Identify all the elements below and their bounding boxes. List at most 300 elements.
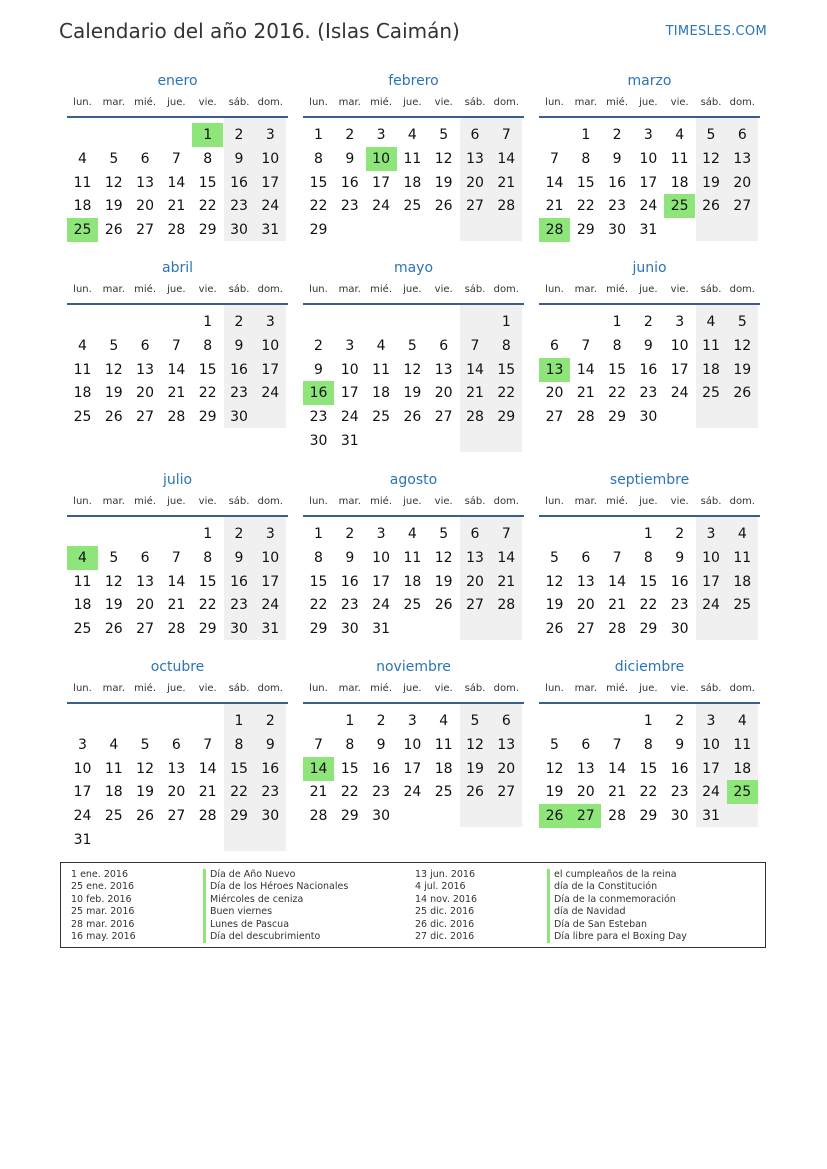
weekday-header: mié. bbox=[606, 97, 629, 108]
day-cell: 20 bbox=[136, 198, 154, 215]
day-cell: 28 bbox=[167, 621, 186, 638]
day-cell: 21 bbox=[608, 784, 626, 801]
day-cell: 7 bbox=[314, 736, 323, 753]
day-cell: 26 bbox=[466, 784, 484, 801]
day-cell: 11 bbox=[73, 174, 92, 191]
day-cell: 27 bbox=[136, 621, 154, 638]
weekday-header: dom. bbox=[257, 683, 283, 694]
day-cell: 7 bbox=[171, 549, 181, 566]
holiday-day-cell: 28 bbox=[539, 218, 570, 242]
day-cell: 15 bbox=[639, 573, 658, 590]
day-cell: 16 bbox=[639, 361, 658, 378]
day-cell: 16 bbox=[608, 174, 626, 191]
day-cell: 16 bbox=[230, 361, 248, 378]
day-cell: 10 bbox=[340, 361, 359, 378]
day-cell: 16 bbox=[670, 573, 689, 590]
weekday-header: vie. bbox=[670, 284, 689, 295]
day-cell: 5 bbox=[407, 337, 417, 354]
day-cell: 8 bbox=[581, 150, 591, 167]
day-cell: 16 bbox=[670, 760, 689, 777]
day-cell: 12 bbox=[733, 337, 752, 354]
holiday-day-cell: 25 bbox=[67, 218, 98, 242]
day-cell: 2 bbox=[265, 713, 275, 729]
day-cell: 13 bbox=[466, 549, 484, 566]
brand-link[interactable]: TIMESLES.COM bbox=[665, 24, 767, 39]
day-cell: 12 bbox=[434, 150, 453, 167]
weekday-header: dom. bbox=[493, 496, 519, 507]
weekday-header: lun. bbox=[309, 97, 328, 108]
weekday-header: vie. bbox=[434, 284, 453, 295]
weekday-header: sáb. bbox=[228, 496, 250, 507]
legend-left-names bbox=[203, 869, 348, 943]
day-cell: 4 bbox=[78, 150, 87, 167]
day-cell: 3 bbox=[376, 127, 386, 143]
day-cell: 15 bbox=[497, 361, 516, 378]
legend-holiday-name: Día de San Esteban bbox=[547, 919, 687, 931]
day-cell: 2 bbox=[643, 314, 653, 330]
day-cell: 30 bbox=[230, 409, 248, 426]
day-cell: 21 bbox=[167, 385, 186, 402]
day-cell: 12 bbox=[702, 150, 720, 167]
day-cell: 11 bbox=[702, 337, 720, 354]
weekday-header: mar. bbox=[338, 496, 361, 507]
month-name: marzo bbox=[627, 73, 672, 89]
day-cell: 20 bbox=[136, 597, 154, 614]
day-cell: 29 bbox=[198, 222, 217, 239]
day-cell: 8 bbox=[314, 549, 323, 566]
weekday-header: vie. bbox=[198, 496, 217, 507]
day-cell: 17 bbox=[261, 573, 280, 590]
day-cell: 21 bbox=[497, 174, 516, 191]
day-cell: 19 bbox=[104, 198, 123, 215]
legend-holiday-name: día de la Constitución bbox=[547, 881, 687, 893]
day-cell: 17 bbox=[403, 760, 422, 777]
day-cell: 11 bbox=[73, 361, 92, 378]
legend-date: 14 nov. 2016 bbox=[415, 893, 478, 905]
day-cell: 27 bbox=[733, 198, 752, 215]
weekday-header: vie. bbox=[434, 97, 453, 108]
day-cell: 7 bbox=[203, 736, 213, 753]
day-cell: 8 bbox=[643, 736, 653, 753]
day-cell: 20 bbox=[136, 385, 154, 402]
day-cell: 7 bbox=[501, 526, 511, 542]
weekday-header: sáb. bbox=[464, 683, 486, 694]
day-cell: 17 bbox=[261, 361, 280, 378]
day-cell: 10 bbox=[261, 150, 280, 167]
weekday-header: jue. bbox=[639, 284, 658, 295]
day-cell: 27 bbox=[466, 198, 484, 215]
weekday-header: lun. bbox=[309, 683, 328, 694]
legend-holiday-name: Día del descubrimiento bbox=[203, 931, 348, 943]
day-cell: 24 bbox=[702, 784, 720, 801]
day-cell: 26 bbox=[733, 385, 752, 402]
day-cell: 25 bbox=[73, 409, 92, 426]
day-cell: 23 bbox=[608, 198, 626, 215]
day-cell: 14 bbox=[466, 361, 484, 378]
weekday-header: dom. bbox=[493, 97, 519, 108]
day-cell: 26 bbox=[104, 621, 123, 638]
day-cell: 27 bbox=[136, 222, 154, 239]
day-cell: 10 bbox=[702, 549, 720, 566]
day-cell: 28 bbox=[576, 409, 595, 426]
day-cell: 18 bbox=[733, 573, 752, 590]
day-cell: 4 bbox=[78, 337, 87, 354]
weekday-header: mié. bbox=[370, 97, 393, 108]
day-cell: 12 bbox=[434, 549, 453, 566]
day-cell: 17 bbox=[261, 174, 280, 191]
day-cell: 6 bbox=[140, 150, 150, 167]
day-cell: 17 bbox=[340, 385, 359, 402]
day-cell: 20 bbox=[167, 784, 186, 801]
day-cell: 5 bbox=[439, 526, 449, 542]
weekday-header: mar. bbox=[574, 284, 597, 295]
day-cell: 15 bbox=[309, 573, 328, 590]
day-cell: 2 bbox=[675, 713, 685, 729]
legend-holiday-name: Día de los Héroes Nacionales bbox=[203, 881, 348, 893]
day-cell: 4 bbox=[439, 713, 449, 729]
day-cell: 6 bbox=[501, 713, 511, 729]
legend-holiday-name: Día de Año Nuevo bbox=[203, 869, 348, 881]
day-cell: 25 bbox=[73, 621, 92, 638]
month-name: agosto bbox=[389, 472, 438, 488]
weekday-header: jue. bbox=[403, 284, 422, 295]
day-cell: 4 bbox=[675, 127, 685, 143]
day-cell: 3 bbox=[407, 713, 417, 729]
day-cell: 5 bbox=[706, 127, 716, 143]
day-cell: 23 bbox=[372, 784, 390, 801]
month-name: diciembre bbox=[614, 659, 685, 675]
day-cell: 15 bbox=[608, 361, 626, 378]
weekday-header: vie. bbox=[670, 683, 689, 694]
weekday-header: sáb. bbox=[228, 683, 250, 694]
day-cell: 10 bbox=[372, 549, 390, 566]
day-cell: 2 bbox=[314, 337, 323, 354]
day-cell: 28 bbox=[608, 808, 626, 825]
day-cell: 5 bbox=[737, 314, 747, 330]
day-cell: 19 bbox=[702, 174, 720, 191]
day-cell: 19 bbox=[104, 597, 123, 614]
day-cell: 11 bbox=[434, 736, 453, 753]
weekday-header: lun. bbox=[73, 496, 92, 507]
month-name: junio bbox=[632, 260, 667, 276]
day-cell: 20 bbox=[466, 573, 484, 590]
day-cell: 16 bbox=[230, 174, 248, 191]
day-cell: 8 bbox=[234, 736, 244, 753]
weekday-header: lun. bbox=[309, 284, 328, 295]
day-cell: 27 bbox=[136, 409, 154, 426]
day-cell: 2 bbox=[612, 127, 622, 143]
weekday-header: vie. bbox=[670, 496, 689, 507]
legend-holiday-name: el cumpleaños de la reina bbox=[547, 869, 687, 881]
day-cell: 8 bbox=[501, 337, 511, 354]
month-name: enero bbox=[157, 73, 198, 89]
day-cell: 31 bbox=[261, 621, 280, 638]
day-cell: 14 bbox=[167, 573, 186, 590]
day-cell: 30 bbox=[340, 621, 359, 638]
day-cell: 23 bbox=[230, 385, 248, 402]
day-cell: 19 bbox=[434, 174, 453, 191]
day-cell: 18 bbox=[104, 784, 123, 801]
day-cell: 9 bbox=[612, 150, 622, 167]
day-cell: 11 bbox=[403, 549, 422, 566]
day-cell: 31 bbox=[73, 832, 92, 848]
day-cell: 9 bbox=[234, 337, 244, 354]
day-cell: 16 bbox=[340, 573, 359, 590]
day-cell: 6 bbox=[439, 337, 449, 354]
day-cell: 14 bbox=[608, 573, 626, 590]
day-cell: 21 bbox=[497, 573, 516, 590]
day-cell: 29 bbox=[576, 222, 595, 239]
day-cell: 22 bbox=[230, 784, 248, 801]
day-cell: 3 bbox=[265, 314, 275, 330]
holiday-day-cell: 25 bbox=[664, 194, 695, 218]
day-cell: 14 bbox=[167, 361, 186, 378]
day-cell: 27 bbox=[167, 808, 186, 825]
day-cell: 24 bbox=[670, 385, 689, 402]
legend-date: 27 dic. 2016 bbox=[415, 930, 475, 942]
day-cell: 15 bbox=[198, 361, 217, 378]
day-cell: 28 bbox=[309, 808, 328, 825]
weekday-header: mié. bbox=[134, 683, 157, 694]
day-cell: 22 bbox=[639, 597, 658, 614]
day-cell: 27 bbox=[576, 621, 595, 638]
day-cell: 31 bbox=[340, 433, 359, 449]
day-cell: 20 bbox=[434, 385, 453, 402]
day-cell: 24 bbox=[73, 808, 92, 825]
day-cell: 3 bbox=[345, 337, 355, 354]
day-cell: 10 bbox=[639, 150, 658, 167]
day-cell: 5 bbox=[550, 736, 559, 753]
day-cell: 4 bbox=[376, 337, 386, 354]
day-cell: 12 bbox=[136, 760, 154, 777]
day-cell: 24 bbox=[639, 198, 658, 215]
day-cell: 24 bbox=[372, 597, 390, 614]
day-cell: 23 bbox=[639, 385, 658, 402]
day-cell: 8 bbox=[643, 549, 653, 566]
day-cell: 11 bbox=[733, 736, 752, 753]
day-cell: 25 bbox=[104, 808, 123, 825]
legend-date: 28 mar. 2016 bbox=[71, 918, 135, 930]
day-cell: 21 bbox=[167, 597, 186, 614]
legend-holiday-name: Día de la conmemoración bbox=[547, 894, 687, 906]
weekday-header: vie. bbox=[434, 496, 453, 507]
day-cell: 31 bbox=[702, 808, 720, 825]
weekday-header: mar. bbox=[338, 97, 361, 108]
day-cell: 24 bbox=[403, 784, 422, 801]
day-cell: 25 bbox=[733, 597, 752, 614]
weekday-header: mié. bbox=[606, 683, 629, 694]
weekday-header: dom. bbox=[729, 97, 755, 108]
holiday-legend bbox=[60, 862, 766, 948]
day-cell: 7 bbox=[171, 150, 181, 167]
day-cell: 31 bbox=[639, 222, 658, 239]
day-cell: 3 bbox=[265, 127, 275, 143]
day-cell: 13 bbox=[576, 573, 595, 590]
day-cell: 30 bbox=[670, 621, 689, 638]
day-cell: 2 bbox=[376, 713, 386, 729]
day-cell: 3 bbox=[376, 526, 386, 542]
day-cell: 28 bbox=[167, 222, 186, 239]
month-name: septiembre bbox=[609, 472, 690, 488]
day-cell: 20 bbox=[497, 760, 516, 777]
legend-date: 13 jun. 2016 bbox=[415, 869, 476, 880]
day-cell: 7 bbox=[612, 736, 622, 753]
day-cell: 23 bbox=[340, 198, 359, 215]
legend-date: 1 ene. 2016 bbox=[71, 869, 128, 880]
weekday-header: mié. bbox=[370, 683, 393, 694]
day-cell: 7 bbox=[171, 337, 181, 354]
day-cell: 24 bbox=[261, 597, 280, 614]
day-cell: 30 bbox=[230, 621, 248, 638]
weekday-header: dom. bbox=[257, 284, 283, 295]
day-cell: 30 bbox=[309, 433, 328, 449]
day-cell: 12 bbox=[466, 736, 484, 753]
day-cell: 8 bbox=[345, 736, 355, 753]
day-cell: 9 bbox=[643, 337, 653, 354]
day-cell: 24 bbox=[261, 198, 280, 215]
weekday-header: mié. bbox=[606, 284, 629, 295]
day-cell: 20 bbox=[466, 174, 484, 191]
month-name: noviembre bbox=[376, 659, 451, 675]
day-cell: 2 bbox=[675, 526, 685, 542]
weekday-header: lun. bbox=[309, 496, 328, 507]
day-cell: 30 bbox=[670, 808, 689, 825]
day-cell: 30 bbox=[261, 808, 280, 825]
day-cell: 6 bbox=[581, 549, 591, 566]
day-cell: 1 bbox=[345, 713, 355, 729]
day-cell: 15 bbox=[576, 174, 595, 191]
legend-date: 26 dic. 2016 bbox=[415, 918, 475, 930]
day-cell: 6 bbox=[550, 337, 559, 354]
day-cell: 24 bbox=[702, 597, 720, 614]
legend-date: 16 may. 2016 bbox=[71, 930, 136, 942]
day-cell: 30 bbox=[608, 222, 626, 239]
weekday-header: mié. bbox=[134, 496, 157, 507]
day-cell: 25 bbox=[403, 597, 422, 614]
day-cell: 1 bbox=[612, 314, 622, 330]
weekday-header: jue. bbox=[403, 683, 422, 694]
day-cell: 5 bbox=[109, 549, 119, 566]
day-cell: 17 bbox=[73, 784, 92, 801]
day-cell: 22 bbox=[497, 385, 516, 402]
month-name: octubre bbox=[150, 659, 205, 675]
legend-left-dates bbox=[71, 869, 136, 943]
day-cell: 28 bbox=[497, 198, 516, 215]
day-cell: 22 bbox=[340, 784, 359, 801]
weekday-header: sáb. bbox=[700, 284, 722, 295]
day-cell: 14 bbox=[545, 174, 564, 191]
weekday-header: mié. bbox=[370, 496, 393, 507]
day-cell: 22 bbox=[198, 198, 217, 215]
day-cell: 17 bbox=[372, 573, 390, 590]
day-cell: 11 bbox=[372, 361, 390, 378]
day-cell: 15 bbox=[230, 760, 248, 777]
day-cell: 23 bbox=[261, 784, 280, 801]
day-cell: 6 bbox=[140, 337, 150, 354]
legend-date: 4 jul. 2016 bbox=[415, 881, 466, 893]
day-cell: 5 bbox=[470, 713, 480, 729]
legend-holiday-name: Buen viernes bbox=[203, 906, 348, 918]
day-cell: 1 bbox=[643, 713, 653, 729]
day-cell: 18 bbox=[73, 597, 92, 614]
day-cell: 13 bbox=[136, 174, 154, 191]
day-cell: 12 bbox=[403, 361, 422, 378]
weekday-header: vie. bbox=[670, 97, 689, 108]
day-cell: 21 bbox=[309, 784, 328, 801]
day-cell: 13 bbox=[466, 150, 484, 167]
weekday-header: sáb. bbox=[700, 496, 722, 507]
day-cell: 8 bbox=[203, 150, 213, 167]
weekday-header: lun. bbox=[545, 496, 564, 507]
day-cell: 30 bbox=[639, 409, 658, 426]
day-cell: 10 bbox=[73, 760, 92, 777]
day-cell: 23 bbox=[670, 597, 689, 614]
day-cell: 17 bbox=[702, 760, 720, 777]
weekday-header: dom. bbox=[729, 683, 755, 694]
weekday-header: mié. bbox=[606, 496, 629, 507]
month-name: julio bbox=[162, 472, 193, 488]
day-cell: 22 bbox=[198, 597, 217, 614]
day-cell: 28 bbox=[167, 409, 186, 426]
day-cell: 9 bbox=[345, 549, 355, 566]
day-cell: 1 bbox=[203, 526, 213, 542]
weekday-header: dom. bbox=[493, 683, 519, 694]
day-cell: 13 bbox=[434, 361, 453, 378]
weekday-header: jue. bbox=[639, 97, 658, 108]
holiday-day-cell: 27 bbox=[570, 804, 601, 828]
day-cell: 25 bbox=[702, 385, 720, 402]
legend-holiday-name: Miércoles de ceniza bbox=[203, 894, 348, 906]
day-cell: 18 bbox=[403, 174, 422, 191]
weekday-header: mar. bbox=[338, 683, 361, 694]
weekday-header: mar. bbox=[574, 97, 597, 108]
weekday-header: vie. bbox=[198, 97, 217, 108]
day-cell: 8 bbox=[612, 337, 622, 354]
month-name: abril bbox=[161, 260, 193, 276]
day-cell: 16 bbox=[372, 760, 390, 777]
day-cell: 13 bbox=[733, 150, 752, 167]
day-cell: 7 bbox=[470, 337, 480, 354]
weekday-header: mar. bbox=[574, 683, 597, 694]
holiday-day-cell: 26 bbox=[539, 804, 570, 828]
weekday-header: jue. bbox=[167, 683, 186, 694]
day-cell: 24 bbox=[372, 198, 390, 215]
weekday-header: vie. bbox=[434, 683, 453, 694]
day-cell: 4 bbox=[407, 526, 417, 542]
day-cell: 11 bbox=[670, 150, 689, 167]
day-cell: 14 bbox=[576, 361, 595, 378]
day-cell: 20 bbox=[576, 597, 595, 614]
weekday-header: dom. bbox=[257, 496, 283, 507]
day-cell: 16 bbox=[230, 573, 248, 590]
day-cell: 2 bbox=[234, 127, 244, 143]
weekday-header: mié. bbox=[134, 284, 157, 295]
holiday-day-cell: 14 bbox=[303, 757, 334, 781]
weekday-header: mar. bbox=[102, 97, 125, 108]
day-cell: 2 bbox=[345, 127, 355, 143]
day-cell: 20 bbox=[545, 385, 564, 402]
day-cell: 22 bbox=[639, 784, 658, 801]
day-cell: 21 bbox=[167, 198, 186, 215]
day-cell: 19 bbox=[403, 385, 422, 402]
legend-right-names bbox=[547, 869, 687, 943]
day-cell: 29 bbox=[230, 808, 248, 825]
day-cell: 7 bbox=[550, 150, 559, 167]
day-cell: 21 bbox=[545, 198, 564, 215]
day-cell: 28 bbox=[466, 409, 484, 426]
day-cell: 9 bbox=[314, 361, 323, 378]
day-cell: 8 bbox=[203, 549, 213, 566]
